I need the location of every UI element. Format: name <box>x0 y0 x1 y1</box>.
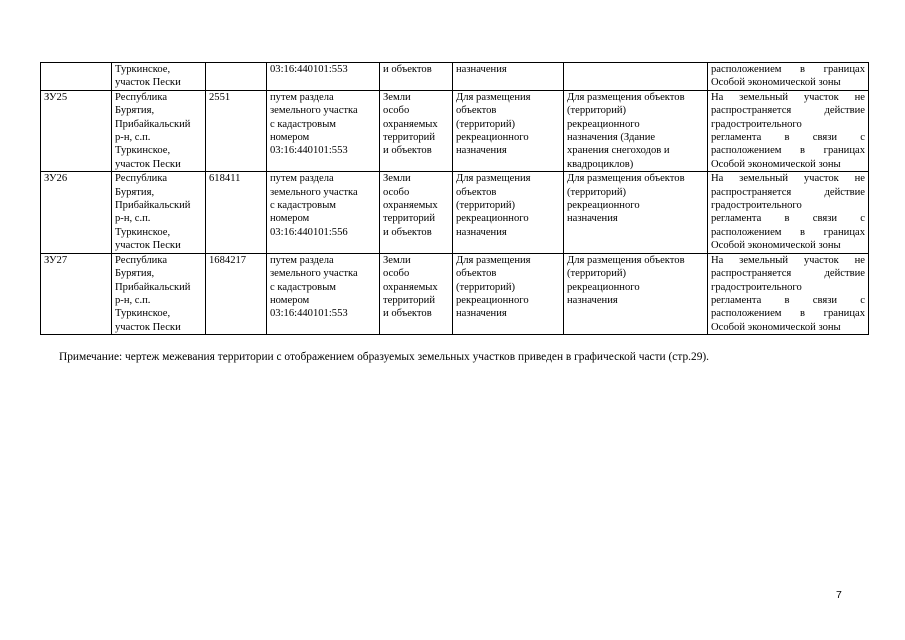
use-type-line: объектов <box>456 105 497 117</box>
use-type-cell <box>453 90 564 171</box>
location-line: Бурятия, <box>115 186 155 198</box>
use-type-line: (территорий) <box>456 200 516 212</box>
formation-method-line: земельного участка <box>270 268 358 280</box>
table-row <box>41 172 869 253</box>
formation-method-cell <box>267 63 380 91</box>
formation-method-line: земельного участка <box>270 186 358 198</box>
formation-method-cell <box>267 253 380 334</box>
permitted-use-cell <box>564 63 708 91</box>
permitted-use-cell <box>564 90 708 171</box>
regulation-cell <box>708 63 869 91</box>
plot-id-text: ЗУ25 <box>44 91 68 103</box>
location-line: Туркинское, <box>115 64 171 75</box>
formation-method-line: путем раздела <box>270 91 334 103</box>
use-type-line: Для размещения <box>456 254 531 266</box>
plot-id-cell <box>41 172 112 253</box>
land-category-line: и объектов <box>383 308 432 320</box>
regulation-line: регламента в связи с <box>711 294 865 306</box>
land-category-line: особо <box>383 268 410 280</box>
location-line: участок Пески <box>115 158 181 170</box>
location-line: Республика <box>115 254 168 266</box>
land-category-cell <box>380 63 453 91</box>
area-text: 1684217 <box>209 254 247 266</box>
permitted-use-line: (территорий) <box>567 186 627 198</box>
land-category-line: особо <box>383 105 410 117</box>
regulation-cell <box>708 90 869 171</box>
permitted-use-line: квадроциклов) <box>567 158 634 170</box>
regulation-line: расположением в границах <box>711 308 865 320</box>
permitted-use-cell <box>564 172 708 253</box>
formation-method-line: 03:16:440101:553 <box>270 145 348 157</box>
page-number: 7 <box>836 589 842 601</box>
plot-id-cell <box>41 63 112 91</box>
formation-method-line: с кадастровым <box>270 281 337 293</box>
land-category-line: охраняемых <box>383 281 438 293</box>
land-category-line: Земли <box>383 91 411 103</box>
plot-id-cell <box>41 90 112 171</box>
plot-id-cell <box>41 253 112 334</box>
permitted-use-line: назначения <box>567 213 618 225</box>
plot-id-text: ЗУ27 <box>44 254 68 266</box>
formation-method-line: 03:16:440101:553 <box>270 308 348 320</box>
area-cell <box>206 63 267 91</box>
area-cell <box>206 90 267 171</box>
location-cell <box>112 63 206 91</box>
table-row <box>41 90 869 171</box>
land-category-cell <box>380 172 453 253</box>
formation-method-line: с кадастровым <box>270 200 337 212</box>
location-line: Туркинское, <box>115 226 171 238</box>
regulation-line: Особой экономической зоны <box>711 77 841 89</box>
location-line: Республика <box>115 173 168 185</box>
regulation-line: На земельный участок не <box>711 254 865 266</box>
formation-method-line: путем раздела <box>270 254 334 266</box>
regulation-line: градостроительного <box>711 281 802 293</box>
land-category-line: и объектов <box>383 145 432 157</box>
location-line: Республика <box>115 91 168 103</box>
regulation-line: регламента в связи с <box>711 213 865 225</box>
location-line: Бурятия, <box>115 105 155 117</box>
area-cell <box>206 253 267 334</box>
land-category-line: и объектов <box>383 226 432 238</box>
use-type-line: (территорий) <box>456 118 516 130</box>
footnote: Примечание: чертеж межевания территории с отображением образуемых земельных участков приведен в графической части (стр.29). <box>59 351 710 363</box>
use-type-line: рекреационного <box>456 132 529 144</box>
regulation-line: расположением в границах <box>711 64 865 75</box>
location-line: Бурятия, <box>115 268 155 280</box>
use-type-line: назначения <box>456 226 507 238</box>
use-type-line: Для размещения <box>456 173 531 185</box>
regulation-cell <box>708 172 869 253</box>
formation-method-cell <box>267 90 380 171</box>
area-cell <box>206 172 267 253</box>
regulation-line: На земельный участок не <box>711 91 865 103</box>
permitted-use-cell <box>564 253 708 334</box>
use-type-cell <box>453 63 564 91</box>
area-text: 2551 <box>209 91 231 103</box>
regulation-cell <box>708 253 869 334</box>
land-category-line: охраняемых <box>383 200 438 212</box>
regulation-line: Особой экономической зоны <box>711 240 841 252</box>
location-line: р-н, с.п. <box>115 132 151 144</box>
permitted-use-line: (территорий) <box>567 105 627 117</box>
regulation-line: Особой экономической зоны <box>711 321 841 333</box>
location-line: Туркинское, <box>115 145 171 157</box>
land-category-cell <box>380 253 453 334</box>
use-type-line: назначения <box>456 308 507 320</box>
table-body <box>41 63 869 335</box>
land-category-line: охраняемых <box>383 118 438 130</box>
use-type-line: объектов <box>456 268 497 280</box>
location-cell <box>112 90 206 171</box>
regulation-line: расположением в границах <box>711 145 865 157</box>
use-type-line: рекреационного <box>456 294 529 306</box>
regulation-line: распространяется действие <box>711 105 865 117</box>
permitted-use-line: (территорий) <box>567 268 627 280</box>
formation-method-line: путем раздела <box>270 173 334 185</box>
location-cell <box>112 172 206 253</box>
permitted-use-line: Для размещения объектов <box>567 91 685 103</box>
land-category-cell <box>380 90 453 171</box>
permitted-use-line: хранения снегоходов и <box>567 145 670 157</box>
location-line: р-н, с.п. <box>115 294 151 306</box>
use-type-line: назначения <box>456 145 507 157</box>
use-type-cell <box>453 253 564 334</box>
formation-method-line: номером <box>270 132 310 144</box>
use-type-line: рекреационного <box>456 213 529 225</box>
regulation-line: распространяется действие <box>711 186 865 198</box>
location-line: р-н, с.п. <box>115 213 151 225</box>
permitted-use-line: назначения <box>567 294 618 306</box>
location-line: Прибайкальский <box>115 200 191 212</box>
use-type-line: назначения <box>456 64 507 75</box>
table-row <box>41 253 869 334</box>
formation-method-line: номером <box>270 294 310 306</box>
use-type-cell <box>453 172 564 253</box>
land-category-line: особо <box>383 186 410 198</box>
permitted-use-line: рекреационного <box>567 200 640 212</box>
regulation-line: градостроительного <box>711 118 802 130</box>
permitted-use-line: рекреационного <box>567 281 640 293</box>
formation-method-line: 03:16:440101:556 <box>270 226 348 238</box>
formation-method-line: 03:16:440101:553 <box>270 64 348 75</box>
land-category-line: территорий <box>383 294 436 306</box>
regulation-line: расположением в границах <box>711 226 865 238</box>
land-category-line: Земли <box>383 173 411 185</box>
formation-method-line: с кадастровым <box>270 118 337 130</box>
table-row <box>41 63 869 91</box>
location-line: участок Пески <box>115 77 181 89</box>
regulation-line: распространяется действие <box>711 268 865 280</box>
regulation-line: градостроительного <box>711 200 802 212</box>
land-plots-table <box>40 62 869 335</box>
permitted-use-line: рекреационного <box>567 118 640 130</box>
location-line: Прибайкальский <box>115 118 191 130</box>
use-type-line: Для размещения <box>456 91 531 103</box>
location-line: участок Пески <box>115 321 181 333</box>
location-cell <box>112 253 206 334</box>
regulation-line: Особой экономической зоны <box>711 158 841 170</box>
use-type-line: объектов <box>456 186 497 198</box>
location-line: Прибайкальский <box>115 281 191 293</box>
use-type-line: (территорий) <box>456 281 516 293</box>
plot-id-text: ЗУ26 <box>44 173 68 185</box>
land-category-line: и объектов <box>383 64 432 75</box>
area-text: 618411 <box>209 173 241 185</box>
permitted-use-line: Для размещения объектов <box>567 173 685 185</box>
permitted-use-line: Для размещения объектов <box>567 254 685 266</box>
permitted-use-line: назначения (Здание <box>567 132 656 144</box>
formation-method-line: номером <box>270 213 310 225</box>
formation-method-cell <box>267 172 380 253</box>
regulation-line: На земельный участок не <box>711 173 865 185</box>
regulation-line: регламента в связи с <box>711 132 865 144</box>
land-category-line: Земли <box>383 254 411 266</box>
land-category-line: территорий <box>383 213 436 225</box>
land-category-line: территорий <box>383 132 436 144</box>
location-line: Туркинское, <box>115 308 171 320</box>
location-line: участок Пески <box>115 240 181 252</box>
formation-method-line: земельного участка <box>270 105 358 117</box>
